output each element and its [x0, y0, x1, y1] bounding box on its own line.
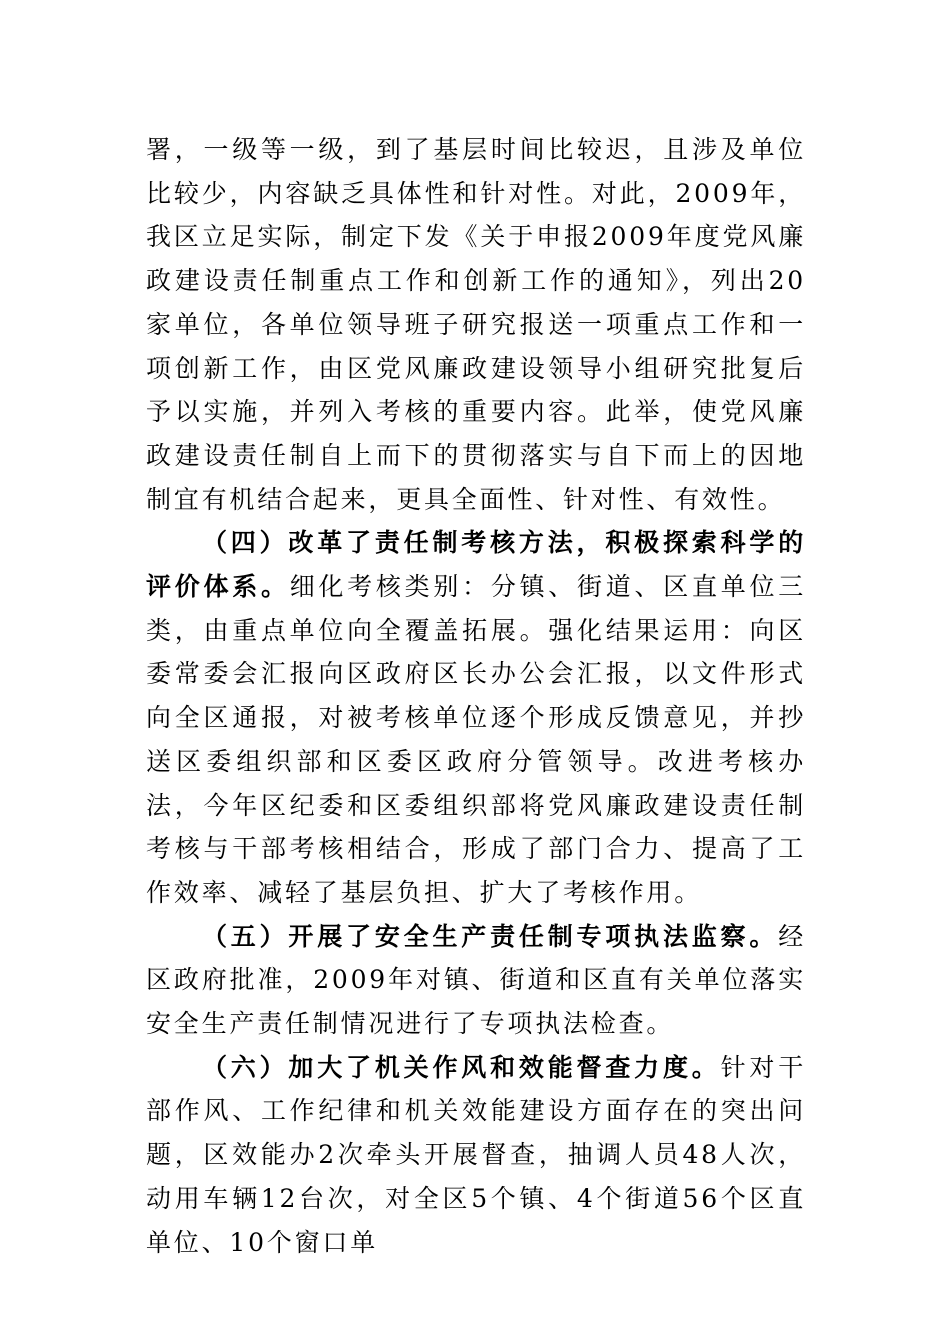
- paragraph-section-6: [146, 1046, 806, 1265]
- paragraph-text: 针对干部作风、工作纪律和机关效能建设方面存在的突出问题，区效能办2次牵头开展督查，抽调人员48人次，动用车辆12台次，对全区5个镇、4个街道56个区直单位、10个窗口单: [146, 1052, 806, 1257]
- section-heading: （五）开展了安全生产责任制专项执法监察。: [202, 921, 779, 951]
- paragraph-section-5: [146, 915, 806, 1046]
- paragraph-text: 署，一级等一级，到了基层时间比较迟，且涉及单位比较少，内容缺乏具体性和针对性。对此，2009年，我区立足实际，制定下发《关于申报2009年度党风廉政建设责任制重点工作和创新工作的通知》，列出20家单位，各单位领导班子研究报送一项重点工作和一项创新工作，由区党风廉政建设领导小组研究批复后予以实施，并列入考核的重要内容。此举，使党风廉政建设责任制自上而下的贯彻落实与自下而上的因地制宜有机结合起来，更具全面性、针对性、有效性。: [146, 135, 806, 514]
- section-heading: （四）改革了责任制考核方法，积极探索科学的评价体系。: [146, 528, 806, 602]
- paragraph-continuation: [146, 128, 806, 521]
- document-page: [146, 128, 806, 1264]
- paragraph-text: 经区政府批准，2009年对镇、街道和区直有关单位落实安全生产责任制情况进行了专项执法检查。: [146, 921, 806, 1039]
- paragraph-section-4: [146, 521, 806, 914]
- section-heading: （六）加大了机关作风和效能督查力度。: [202, 1052, 721, 1082]
- paragraph-text: 细化考核类别：分镇、街道、区直单位三类，由重点单位向全覆盖拓展。强化结果运用：向区委常委会汇报向区政府区长办公会汇报，以文件形式向全区通报，对被考核单位逐个形成反馈意见，并抄送区委组织部和区委区政府分管领导。改进考核办法，今年区纪委和区委组织部将党风廉政建设责任制考核与干部考核相结合，形成了部门合力、提高了工作效率、减轻了基层负担、扩大了考核作用。: [146, 572, 806, 907]
